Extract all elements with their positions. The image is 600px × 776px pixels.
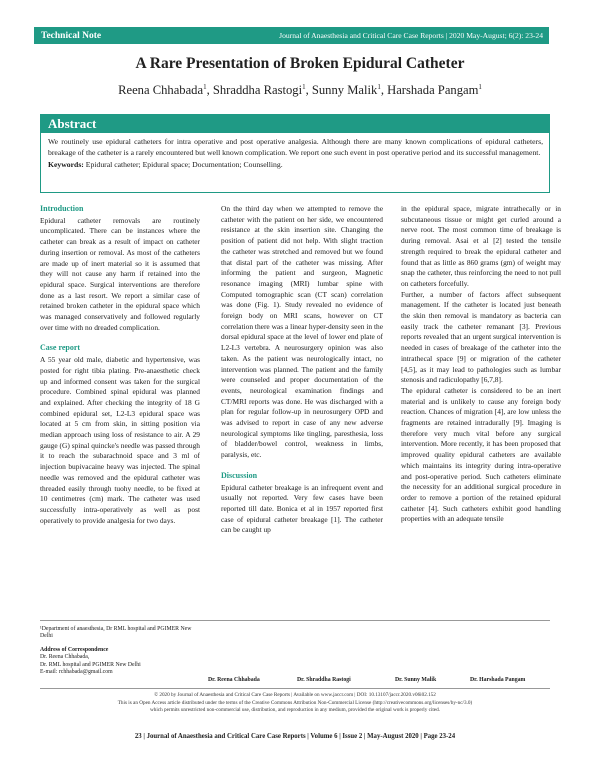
correspondence-name: Dr. Reena Chhabada, (40, 654, 90, 661)
signature-name: Dr. Harshada Pangam (470, 677, 526, 683)
author-name: Sunny Malik (311, 83, 378, 98)
author-name: Reena Chhabada (118, 83, 204, 98)
article-type-label: Technical Note (41, 30, 102, 41)
discussion-factors: Further, a number of factors affect subsequent management. If the catheter is located just beneath the skin then removal is mandatory as bacteria can easily track the catheter remanant [3]. Previous reports revealed that an urgent surgical intervention is needed in cases of breakage of the catheter into the intrathecal space [9] or migration of the catheter [4,5], as it may lead to pathologies such as lumbar stenosis and radiculopathy [6,7,8]. (401, 289, 561, 385)
author-name: Shraddha Rastogi (212, 83, 303, 98)
journal-citation: Journal of Anaesthesia and Critical Care Case Reports | 2020 May-August; 6(2): 23-24 (279, 31, 543, 40)
correspondence-address: Dr. RML hospital and PGIMER New Delhi (40, 661, 141, 668)
signature-name: Dr. Sunny Malik (395, 677, 437, 683)
abstract-heading: Abstract (41, 115, 549, 133)
license-divider (40, 688, 550, 689)
discussion-text: Epidural catheter breakage is an infrequent event and usually not reported. Very few cases have been reported till date. Bonica et al in 1957 reported first case of epidural catheter breakage [1]. The catheter can be caught up (221, 482, 383, 535)
discussion-inert: The epidural catheter is considered to be an inert material and is unlikely to cause any foreign body reaction. Chances of migration [4], are low unless the fragments are retained intradurally [9]. Imaging is therefore very much vital before any surgical intervention. More recently, it has been proposed that improved quality epidural catheters are available which maintains its integrity during intra-operative and post-operative period. Such catheters eliminate the necessity for an additional surgical procedure in order to remove a portion of the retained epidural catheter [4]. Such catheters exhibit good handling properties with an adequate tensile (401, 385, 561, 524)
keywords-text: Epidural catheter; Epidural space; Documentation; Counselling. (85, 159, 283, 169)
keywords-label: Keywords: (48, 159, 84, 169)
author-sup: 1 (203, 83, 207, 91)
author-list: Reena Chhabada$^1$, Shraddha Rastogi$^1$, Sunny Malik$^1$, Harshada Pangam$^1$ (118, 83, 482, 98)
introduction-text: Epidural catheter removals are routinely uncomplicated. There can be instances where the catheter can break as a result of impact on catheter during insertion or removal. As most of the catheters are made up of inert material so it is assumed that they will not cause any harm if retained into the epidural space. Surgical interventions are therefore done as a last resort. We report a similar case of retained broken catheter in the epidural space which was managed conservatively and followed regularly over time with no dreaded complication. (40, 215, 200, 332)
case-report-continued: On the third day when we attempted to remove the catheter with the patient on her side, we encountered resistance at the skin insertion site. Changing the position of patient did not help. With slight traction the catheter was stretched and removed but we found that distal part of the catheter was missing. After informing the patient and surgeon, Magnetic resonance imaging (MRI) lumbar spine with Computed tomographic scan (CT scan) correlation was done (Fig. 1). Study revealed no evidence of foreign body on MRI scans, however on CT correlation there was a linear hyper-density seen in the dorsal epidural space at the level of lower end plate of L2-L3 vertebra. A neurosurgery opinion was also taken. As the patient was neurologically intact, no intervention was planned. The patient and the family were counseled and proper documentation of the events, neurological examination findings and CT/MRI reports was done. He was discharged with a plan for regular follow-up in neurosurgery OPD and was advised to report in case of any new adverse neurological symptoms like tingling, paresthesia, loss of bladder/bowel control, weakness in limbs, paralysis, etc. (221, 204, 383, 460)
license-line: which permits unrestricted non-commercial use, distribution, and reproduction in any medium, provided the original work is properly cited. (150, 707, 440, 714)
author-sup: 1 (377, 83, 381, 91)
keywords (41, 159, 549, 170)
author-name: Harshada Pangam (387, 83, 479, 98)
column-2 (221, 204, 383, 536)
license-line: © 2020 by Journal of Anaesthesia and Critical Care Case Reports | Available on www.jaccr.com | DOI: 10.13107/jaccr.2020.v06i02.152 (154, 692, 436, 698)
author-sup: 1 (478, 83, 482, 91)
affiliation: ¹Department of anaesthesia, Dr RML hospital and PGIMER New Delhi (40, 626, 192, 640)
introduction-heading: Introduction (40, 204, 84, 213)
license-block (40, 692, 550, 715)
page-footer: 23 | Journal of Anaesthesia and Critical Care Case Reports | Volume 6 | Issue 2 | May-August 2020 | Page 23-24 (134, 733, 456, 740)
abstract-box (40, 114, 550, 193)
correspondence-email: E-mail: rchhabada@gmail.com (40, 669, 113, 676)
column-3 (401, 204, 561, 525)
case-report-heading: Case report (40, 343, 81, 353)
license-line: This is an Open Access article distributed under the terms of the Creative Commons Attribution Non-Commercial License (http://creativecommons.org/licenses/by-nc/3.0) (117, 699, 473, 706)
author-sup: 1 (302, 83, 306, 91)
discussion-heading: Discussion (221, 470, 258, 480)
abstract-text: We routinely use epidural catheters for intra operative and post operative analgesia. Although there are many known complications of epidural catheters, breakage of the catheter is a rarely encountered but well known complication. We report one such event in post operative period and its successful management. (48, 137, 543, 158)
signature-name: Dr. Reena Chhabada (208, 677, 260, 683)
column-1 (40, 204, 200, 526)
correspondence-label: Address of Correspondence (40, 646, 109, 653)
case-report-text: A 55 year old male, diabetic and hypertensive, was posted for right tibia plating. Pre-anaesthetic check up and informed consent was taken for the surgical procedure. Combined spinal epidural was planned and explained. After checking the integrity of 18 G combined epidural set, L2-L3 epidural space was located at 5 cm from skin, in sitting position via median approach using loss of resistance to air. A 29 gauge (G) spinal quincke's needle was passed through it to reach the subarachnoid space and 3 ml of injection bupivacaine heavy was injected. The spinal needle was removed and the epidural catheter was threaded easily through tuohy needle, to be fixed at 10 centimetres (cm) mark. The catheter was used successfully intra-operatively as well as post operatively to provide analgesia for two days. (40, 355, 200, 525)
footer-divider (40, 620, 550, 621)
article-title: A Rare Presentation of Broken Epidural Catheter (135, 55, 465, 72)
signature-name: Dr. Shraddha Rastogi (297, 677, 351, 683)
discussion-continued: in the epidural space, migrate intrathecally or in subcutaneous tissue or might get curled around a nerve root. The most common time of breakage is during removal. Asai et al [2] tested the tensile strength required to break the epidural catheter and found that as little as 860 grams (gm) of weight may snap the catheter, thus reinforcing the need to not pull on catheters forcefully. (401, 204, 561, 288)
header-bar (34, 27, 549, 44)
footnote (40, 626, 200, 676)
